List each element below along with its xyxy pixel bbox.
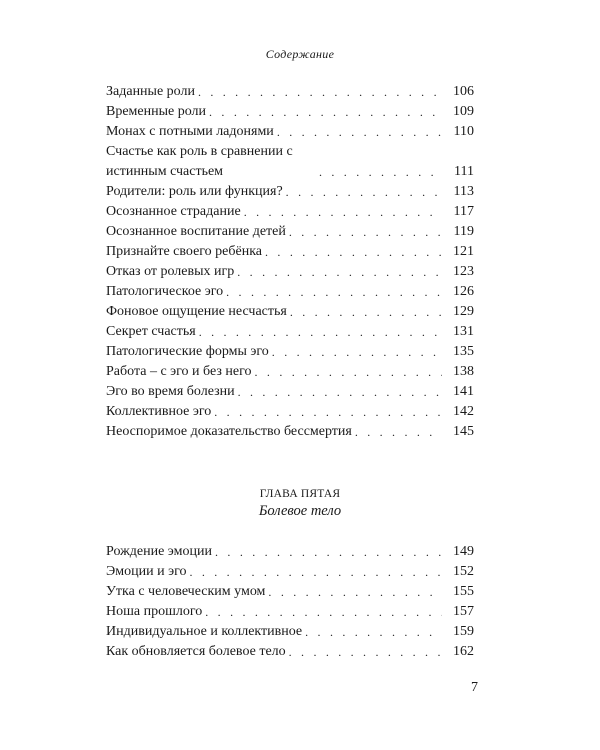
toc-entry[interactable] — [106, 602, 474, 622]
dot-leader — [198, 82, 442, 102]
dot-leader — [205, 602, 442, 622]
dot-leader — [286, 182, 442, 202]
toc-entry-title: Родители: роль или функция? — [106, 184, 283, 199]
toc-entry[interactable] — [106, 422, 474, 442]
toc-entry-page: 111 — [454, 164, 474, 179]
toc-entry-title: Патологические формы эго — [106, 344, 269, 359]
toc-entry-page: 162 — [453, 644, 474, 659]
toc-entry-page: 119 — [453, 224, 474, 239]
toc-entry-page: 110 — [453, 124, 474, 139]
toc-entry[interactable] — [106, 542, 474, 562]
toc-list-before — [106, 82, 474, 442]
chapter-label: ГЛАВА ПЯТАЯ — [259, 488, 341, 500]
toc-entry[interactable] — [106, 242, 474, 262]
toc-entry-page: 123 — [453, 264, 474, 279]
toc-entry-title: Монах с потными ладонями — [106, 124, 274, 139]
toc-entry-page: 126 — [453, 284, 474, 299]
toc-entry-title: Временные роли — [106, 104, 207, 119]
toc-entry[interactable] — [106, 182, 474, 202]
toc-entry-page: 152 — [453, 564, 474, 579]
toc-entry[interactable] — [106, 142, 474, 182]
toc-entry-page: 113 — [453, 184, 474, 199]
toc-entry-page: 129 — [453, 304, 474, 319]
running-head: Содержание — [265, 47, 335, 61]
dot-leader — [289, 222, 442, 242]
toc-entry[interactable] — [106, 402, 474, 422]
toc-entry-page: 142 — [453, 404, 474, 419]
toc-entry-title: Эго во время болезни — [106, 384, 235, 399]
toc-entry[interactable] — [106, 342, 474, 362]
toc-entry[interactable] — [106, 622, 474, 642]
dot-leader — [199, 322, 442, 342]
toc-entry-title: Осознанное страдание — [106, 204, 241, 219]
toc-entry-title: Патологическое эго — [106, 284, 224, 299]
dot-leader — [272, 342, 442, 362]
toc-entry[interactable] — [106, 362, 474, 382]
dot-leader — [290, 302, 442, 322]
page-number: 7 — [471, 680, 478, 695]
dot-leader — [305, 622, 442, 642]
toc-entry[interactable] — [106, 302, 474, 322]
dot-leader — [255, 362, 442, 382]
toc-entry-title: Как обновляется болевое тело — [106, 644, 286, 659]
toc-entry[interactable] — [106, 282, 474, 302]
toc-entry-title: Рождение эмоции — [106, 544, 213, 559]
dot-leader — [226, 282, 442, 302]
toc-entry-page: 145 — [453, 424, 474, 439]
toc-entry-page: 141 — [453, 384, 474, 399]
toc-entry-page: 159 — [453, 624, 474, 639]
toc-entry[interactable] — [106, 262, 474, 282]
toc-entry-page: 157 — [453, 604, 474, 619]
toc-entry[interactable] — [106, 102, 474, 122]
dot-leader — [238, 382, 442, 402]
toc-entry-title: Ноша прошлого — [106, 604, 203, 619]
dot-leader — [214, 402, 442, 422]
toc-entry-page: 117 — [453, 204, 474, 219]
dot-leader — [237, 262, 442, 282]
dot-leader — [215, 542, 442, 562]
toc-entry-page: 131 — [453, 324, 474, 339]
toc-entry-page: 106 — [453, 84, 474, 99]
toc-entry-title: Осознанное воспитание детей — [106, 224, 286, 239]
toc-entry-title: Признайте своего ребёнка — [106, 244, 263, 259]
toc-entry-title: Утка с человеческим умом — [106, 584, 266, 599]
dot-leader — [209, 102, 442, 122]
toc-entry-page: 155 — [453, 584, 474, 599]
dot-leader — [244, 202, 442, 222]
toc-entry-title: Фоновое ощущение несчастья — [106, 304, 287, 319]
dot-leader — [265, 242, 442, 262]
dot-leader — [189, 562, 442, 582]
toc-entry[interactable] — [106, 202, 474, 222]
dot-leader — [319, 162, 442, 182]
chapter-title[interactable]: Болевое тело — [258, 503, 342, 519]
toc-entry-title: Эмоции и эго — [106, 564, 187, 579]
toc-entry-page: 135 — [453, 344, 474, 359]
toc-entry[interactable] — [106, 642, 474, 662]
toc-entry-page: 138 — [453, 364, 474, 379]
toc-entry[interactable] — [106, 122, 474, 142]
toc-entry[interactable] — [106, 582, 474, 602]
toc-entry[interactable] — [106, 82, 474, 102]
toc-entry-title: Счастье как роль в сравнении с истинным счастьем — [106, 144, 293, 179]
toc-entry-title: Коллективное эго — [106, 404, 212, 419]
toc-entry-page: 121 — [453, 244, 474, 259]
toc-entry[interactable] — [106, 222, 474, 242]
toc-entry-title: Заданные роли — [106, 84, 195, 99]
toc-entry-title: Работа – с эго и без него — [106, 364, 252, 379]
dot-leader — [277, 122, 442, 142]
dot-leader — [268, 582, 442, 602]
toc-entry-page: 149 — [453, 544, 474, 559]
toc-list-after — [106, 542, 474, 662]
toc-entry-title: Неоспоримое доказательство бессмертия — [106, 424, 352, 439]
toc-entry[interactable] — [106, 382, 474, 402]
toc-entry[interactable] — [106, 322, 474, 342]
toc-entry-title: Отказ от ролевых игр — [106, 264, 235, 279]
toc-entry-title: Секрет счастья — [106, 324, 196, 339]
dot-leader — [289, 642, 442, 662]
toc-entry-title: Индивидуальное и коллективное — [106, 624, 303, 639]
toc-entry[interactable] — [106, 562, 474, 582]
dot-leader — [355, 422, 442, 442]
toc-entry-page: 109 — [453, 104, 474, 119]
